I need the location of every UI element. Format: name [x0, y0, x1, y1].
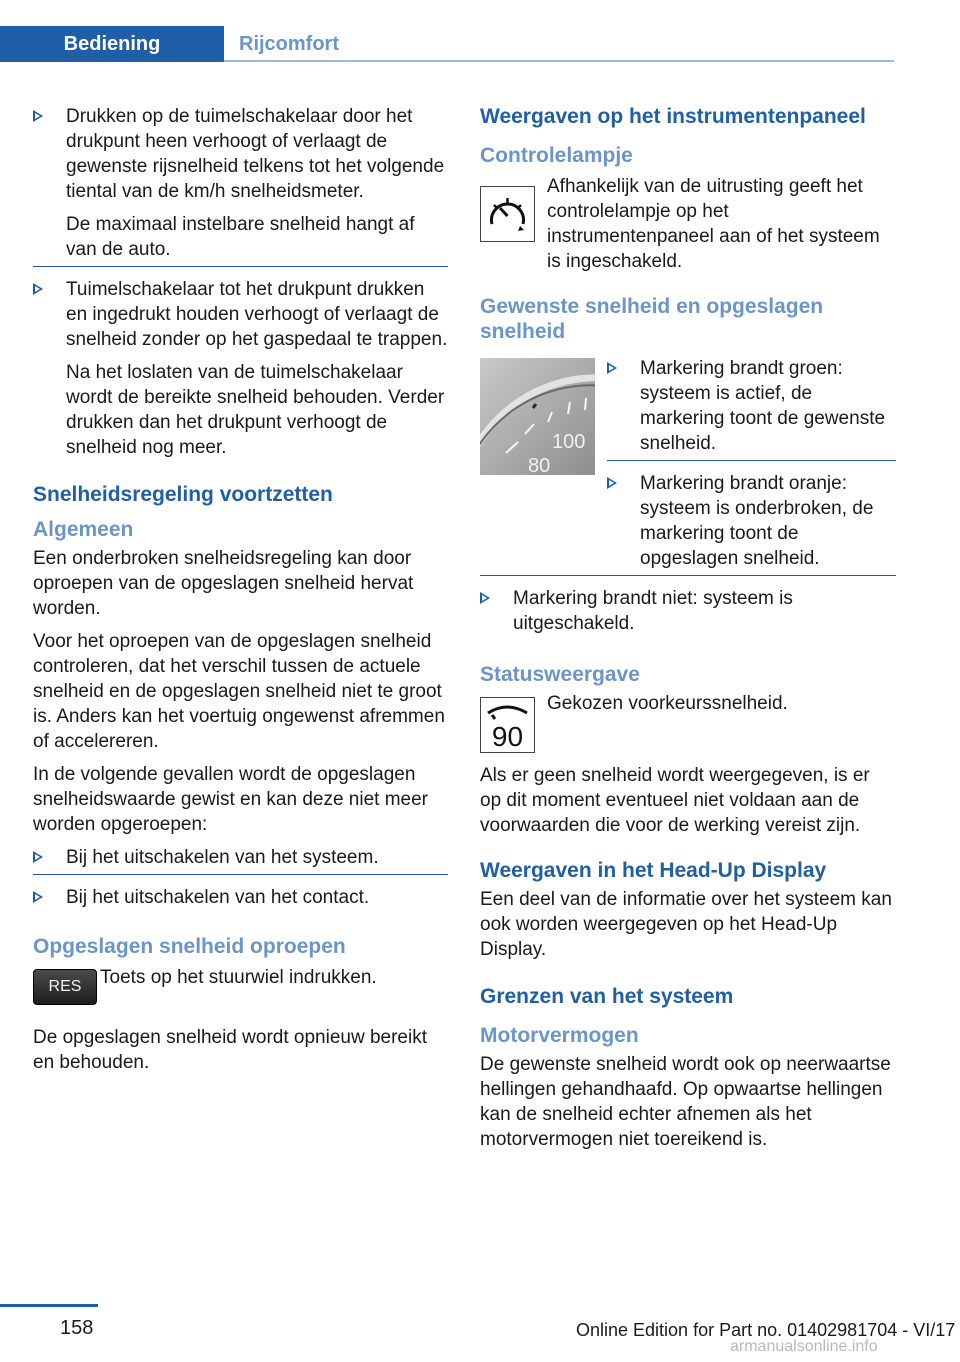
- bullet-text: Markering brandt oranje: systeem is onderbroken, de markering toont de opgeslagen snelheid.: [640, 473, 874, 569]
- status-90-icon: [480, 697, 535, 760]
- bullet-triangle-icon: [607, 477, 617, 489]
- right-column: [480, 104, 896, 1160]
- control-lamp-text-content: Afhankelijk van de uitrusting geeft het controlelampje op het instrumentenpaneel aan of het systeem is ingeschakeld.: [547, 176, 880, 272]
- bullet-triangle-icon: [33, 891, 43, 903]
- heading-head-up-display: Weergaven in het Head-Up Display: [480, 859, 827, 882]
- heading-snelheidsregeling-voortzetten: Snelheidsregeling voortzetten: [33, 483, 333, 506]
- bullet-triangle-icon: [33, 110, 43, 122]
- bullet-subtext: De maximaal instelbare snelheid hangt af van de auto.: [66, 214, 415, 260]
- divider: [607, 460, 896, 461]
- paragraph: Een deel van de informatie over het systeem kan ook worden weergegeven op het Head-Up Display.: [480, 889, 892, 960]
- status-row: [480, 691, 896, 757]
- control-lamp-row: [480, 172, 896, 274]
- list-item: [33, 845, 448, 870]
- heading-motorvermogen: Motorvermogen: [480, 1024, 639, 1047]
- gauge-label-100: 100: [552, 431, 586, 453]
- bullet-triangle-icon: [607, 362, 617, 374]
- paragraph: Een onderbroken snelheidsregeling kan door oproepen van de opgeslagen snelheid hervat worden.: [33, 548, 414, 619]
- bullet-text: Tuimelschakelaar tot het drukpunt drukken en ingedrukt houden verhoogt of verlaagt de snelheid zonder op het gaspedaal te trappen.: [66, 279, 448, 350]
- gauge-label-80: 80: [528, 455, 551, 475]
- bullet-text: Markering brandt groen: systeem is actief, de markering toont de gewenste snelheid.: [640, 358, 886, 454]
- status-speed-value: 90: [491, 721, 524, 752]
- heading-gewenste-snelheid: Gewenste snelheid en opgeslagen snelheid: [480, 295, 824, 343]
- list-item: [607, 356, 896, 456]
- cruise-control-lamp-icon: [480, 186, 535, 249]
- divider: [33, 874, 448, 875]
- bullet-text: Bij het uitschakelen van het systeem.: [66, 847, 379, 868]
- heading-controlelampje: Controlelampje: [480, 144, 633, 167]
- heading-opgeslagen-snelheid-oproepen: Opgeslagen snelheid oproepen: [33, 935, 346, 958]
- heading-weergaven-instrumentenpaneel: Weergaven op het instrumentenpaneel: [480, 105, 866, 128]
- paragraph: In de volgende gevallen wordt de opgeslagen snelheidswaarde gewist en kan deze niet meer worden opgeroepen:: [33, 764, 429, 835]
- list-item: [33, 885, 448, 910]
- res-button-icon: [33, 969, 97, 1005]
- res-button-label: RES: [33, 969, 97, 1005]
- tab-rijcomfort[interactable]: Rijcomfort: [239, 33, 339, 55]
- edition-note: Online Edition for Part no. 01402981704 - VI/17: [576, 1320, 956, 1340]
- list-item: [480, 586, 896, 636]
- heading-algemeen: Algemeen: [33, 518, 134, 541]
- heading-grenzen-systeem: Grenzen van het systeem: [480, 985, 734, 1008]
- gauge-section: [480, 348, 896, 571]
- divider: [33, 266, 448, 267]
- list-item: [33, 277, 448, 460]
- control-lamp-text: [480, 172, 896, 274]
- res-instruction: Toets op het stuurwiel indrukken.: [100, 967, 377, 988]
- paragraph: Als er geen snelheid wordt weergegeven, is er op dit moment eventueel niet voldaan aan de voorwaarden die voor de werking vereist zijn.: [480, 765, 870, 836]
- divider: [480, 575, 896, 576]
- page-number: 158: [60, 1317, 94, 1339]
- paragraph: Voor het oproepen van de opgeslagen snelheid controleren, dat het verschil tussen de actuele snelheid en de opgeslagen snelheid niet te groot is. Anders kan het voertuig ongewenst afremmen of accelereren.: [33, 631, 445, 752]
- list-item: [33, 104, 448, 262]
- bullet-triangle-icon: [33, 283, 43, 295]
- paragraph: De gewenste snelheid wordt ook op neerwaartse hellingen gehandhaafd. Op opwaartse hellingen kan de snelheid echter afnemen als het motorvermogen niet toereikend is.: [480, 1054, 891, 1150]
- bullet-text: Drukken op de tuimelschakelaar door het drukpunt heen verhoogt of verlaagt de gewenste rijsnelheid telkens tot het volgende tiental van de km/h snelheidsmeter.: [66, 106, 445, 202]
- footer-rule: [0, 1304, 98, 1307]
- heading-statusweergave: Statusweergave: [480, 663, 640, 686]
- bullet-text: Markering brandt niet: systeem is uitgeschakeld.: [513, 588, 793, 634]
- header-tabs: [0, 26, 894, 62]
- list-item: [607, 471, 896, 571]
- paragraph: De opgeslagen snelheid wordt opnieuw bereikt en behouden.: [33, 1027, 427, 1073]
- bullet-text: Bij het uitschakelen van het contact.: [66, 887, 370, 908]
- res-button-row: [33, 963, 448, 1015]
- bullet-triangle-icon: [33, 851, 43, 863]
- bullet-subtext: Na het loslaten van de tuimelschakelaar wordt de bereikte snelheid behouden. Verder drukken dan het drukpunt verhoogt de snelheid nog meer.: [66, 362, 445, 458]
- speedometer-gauge-image: [480, 358, 595, 482]
- gauge-bullets: [607, 348, 896, 571]
- tab-underline: [224, 60, 894, 62]
- tab-bediening[interactable]: Bediening: [0, 26, 224, 62]
- status-text: Gekozen voorkeurssnelheid.: [547, 693, 788, 714]
- left-column: [33, 104, 448, 1083]
- bullet-triangle-icon: [480, 592, 490, 604]
- watermark: armanualsonline.info: [730, 1338, 878, 1355]
